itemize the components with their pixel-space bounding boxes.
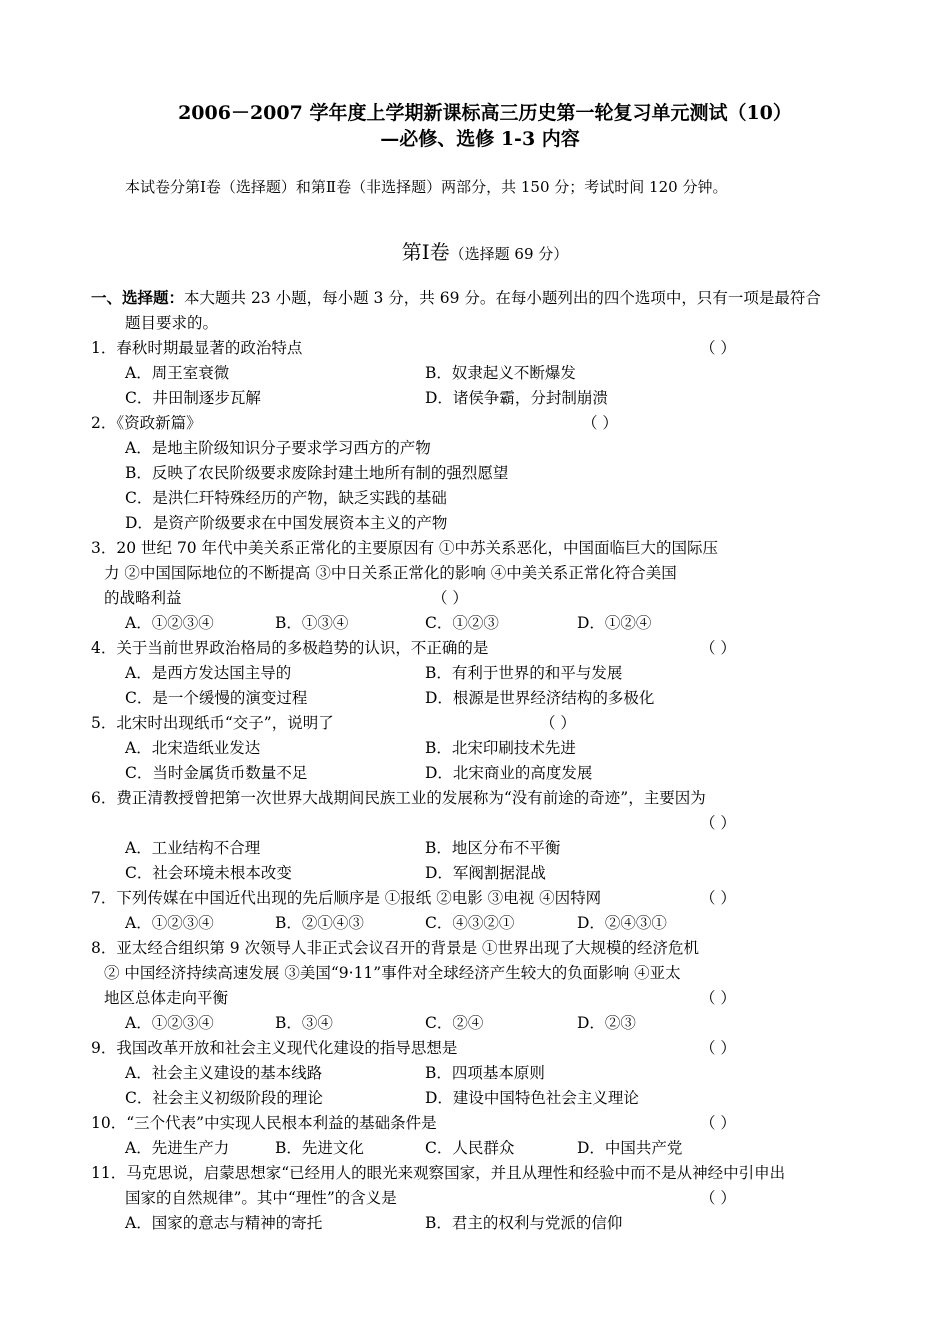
question-9-option-c: C．社会主义初级阶段的理论 bbox=[125, 1089, 323, 1107]
section-heading bbox=[0, 236, 950, 265]
question-2-option-a: A．是地主阶级知识分子要求学习西方的产物 bbox=[125, 439, 431, 457]
question-6-option-d: D．军阀割据混战 bbox=[425, 864, 546, 882]
question-5-answer-blank: （ ） bbox=[540, 714, 576, 732]
section-subtitle: （选择题 69 分） bbox=[449, 245, 569, 263]
question-7-stem: 7．下列传媒在中国近代出现的先后顺序是 ①报纸 ②电影 ③电视 ④因特网 bbox=[91, 889, 602, 907]
question-4-answer-blank: （ ） bbox=[700, 639, 736, 657]
question-8-option-b: B．③④ bbox=[275, 1014, 333, 1032]
question-6-answer-blank: （ ） bbox=[700, 814, 736, 832]
question-11-option-b: B．君主的权利与党派的信仰 bbox=[425, 1214, 623, 1232]
question-8-option-a: A．①②③④ bbox=[125, 1014, 214, 1032]
question-11-option-a: A．国家的意志与精神的寄托 bbox=[125, 1214, 323, 1232]
question-5-stem: 5．北宋时出现纸币“交子”，说明了 bbox=[91, 714, 334, 732]
question-1-stem: 1．春秋时期最显著的政治特点 bbox=[91, 339, 303, 357]
instructions-line2: 题目要求的。 bbox=[125, 314, 219, 332]
question-2-option-d: D．是资产阶级要求在中国发展资本主义的产物 bbox=[125, 514, 448, 532]
question-1-option-c: C．井田制逐步瓦解 bbox=[125, 389, 261, 407]
question-7-option-c: C．④③②① bbox=[425, 914, 515, 932]
question-2-option-b: B．反映了农民阶级要求废除封建土地所有制的强烈愿望 bbox=[125, 464, 509, 482]
exam-intro: 本试卷分第Ⅰ卷（选择题）和第Ⅱ卷（非选择题）两部分，共 150 分；考试时间 120 分钟。 bbox=[125, 178, 728, 196]
question-8-stem-line1: 8．亚太经合组织第 9 次领导人非正式会议召开的背景是 ①世界出现了大规模的经济危机 bbox=[91, 939, 700, 957]
question-10-stem: 10．“三个代表”中实现人民根本利益的基础条件是 bbox=[91, 1114, 437, 1132]
question-6-option-a: A．工业结构不合理 bbox=[125, 839, 261, 857]
question-7-answer-blank: （ ） bbox=[700, 889, 736, 907]
question-5-option-a: A．北宋造纸业发达 bbox=[125, 739, 261, 757]
question-4-option-d: D．根源是世界经济结构的多极化 bbox=[425, 689, 655, 707]
question-7-option-a: A．①②③④ bbox=[125, 914, 214, 932]
question-3-stem-line3: 的战略利益 bbox=[104, 589, 182, 607]
question-5-option-b: B．北宋印刷技术先进 bbox=[425, 739, 576, 757]
question-1-answer-blank: （ ） bbox=[700, 339, 736, 357]
question-9-option-a: A．社会主义建设的基本线路 bbox=[125, 1064, 323, 1082]
question-10-answer-blank: （ ） bbox=[700, 1114, 736, 1132]
question-1-option-b: B．奴隶起义不断爆发 bbox=[425, 364, 576, 382]
question-11-stem-line2: 国家的自然规律”。其中“理性”的含义是 bbox=[125, 1189, 397, 1207]
page-title-line2: —必修、选修 1-3 内容 bbox=[380, 128, 580, 150]
question-4-option-a: A．是西方发达国主导的 bbox=[125, 664, 292, 682]
question-11-answer-blank: （ ） bbox=[700, 1189, 736, 1207]
question-4-option-c: C．是一个缓慢的演变过程 bbox=[125, 689, 308, 707]
question-9-stem: 9．我国改革开放和社会主义现代化建设的指导思想是 bbox=[91, 1039, 458, 1057]
instructions-text: 本大题共 23 小题，每小题 3 分，共 69 分。在每小题列出的四个选项中，只有一项是最符合 bbox=[184, 289, 821, 307]
question-9-answer-blank: （ ） bbox=[700, 1039, 736, 1057]
question-2-answer-blank: （ ） bbox=[582, 414, 618, 432]
question-10-option-b: B．先进文化 bbox=[275, 1139, 364, 1157]
page-title-line1: 2006－2007 学年度上学期新课标高三历史第一轮复习单元测试（10） bbox=[178, 102, 792, 124]
question-7-option-d: D．②④③① bbox=[577, 914, 667, 932]
question-5-option-c: C．当时金属货币数量不足 bbox=[125, 764, 308, 782]
question-8-option-c: C．②④ bbox=[425, 1014, 484, 1032]
question-6-stem: 6．费正清教授曾把第一次世界大战期间民族工业的发展称为“没有前途的奇迹”，主要因为 bbox=[91, 789, 706, 807]
question-11-stem-line1: 11．马克思说，启蒙思想家“已经用人的眼光来观察国家，并且从理性和经验中而不是从神经中引申出 bbox=[91, 1164, 786, 1182]
question-9-option-d: D．建设中国特色社会主义理论 bbox=[425, 1089, 639, 1107]
question-6-option-b: B．地区分布不平衡 bbox=[425, 839, 561, 857]
question-2-stem: 2．《资政新篇》 bbox=[91, 414, 202, 432]
question-3-option-b: B．①③④ bbox=[275, 614, 349, 632]
question-10-option-c: C．人民群众 bbox=[425, 1139, 515, 1157]
question-7-option-b: B．②①④③ bbox=[275, 914, 364, 932]
instructions-label: 一、选择题： bbox=[91, 288, 185, 307]
question-3-option-d: D．①②④ bbox=[577, 614, 652, 632]
question-5-option-d: D．北宋商业的高度发展 bbox=[425, 764, 593, 782]
question-1-option-a: A．周王室衰微 bbox=[125, 364, 230, 382]
question-3-stem-line2: 力 ②中国国际地位的不断提高 ③中日关系正常化的影响 ④中美关系正常化符合美国 bbox=[104, 564, 677, 582]
question-3-option-a: A．①②③④ bbox=[125, 614, 214, 632]
question-3-option-c: C．①②③ bbox=[425, 614, 499, 632]
instructions-line1 bbox=[91, 287, 821, 309]
question-3-answer-blank: （ ） bbox=[432, 589, 468, 607]
question-4-option-b: B．有利于世界的和平与发展 bbox=[425, 664, 623, 682]
question-10-option-d: D．中国共产党 bbox=[577, 1139, 683, 1157]
question-8-stem-line2: ② 中国经济持续高速发展 ③美国“9·11”事件对全球经济产生较大的负面影响 ④亚太 bbox=[104, 964, 681, 982]
question-9-option-b: B．四项基本原则 bbox=[425, 1064, 545, 1082]
section-title: 第Ⅰ卷 bbox=[401, 240, 450, 264]
question-6-option-c: C．社会环境未根本改变 bbox=[125, 864, 292, 882]
question-8-option-d: D．②③ bbox=[577, 1014, 636, 1032]
question-10-option-a: A．先进生产力 bbox=[125, 1139, 230, 1157]
question-2-option-c: C．是洪仁玕特殊经历的产物，缺乏实践的基础 bbox=[125, 489, 447, 507]
question-1-option-d: D．诸侯争霸，分封制崩溃 bbox=[425, 389, 608, 407]
question-8-answer-blank: （ ） bbox=[700, 989, 736, 1007]
question-4-stem: 4．关于当前世界政治格局的多极趋势的认识，不正确的是 bbox=[91, 639, 489, 657]
question-8-stem-line3: 地区总体走向平衡 bbox=[104, 989, 229, 1007]
question-3-stem-line1: 3．20 世纪 70 年代中美关系正常化的主要原因有 ①中苏关系恶化，中国面临巨大的国际压 bbox=[91, 539, 719, 557]
